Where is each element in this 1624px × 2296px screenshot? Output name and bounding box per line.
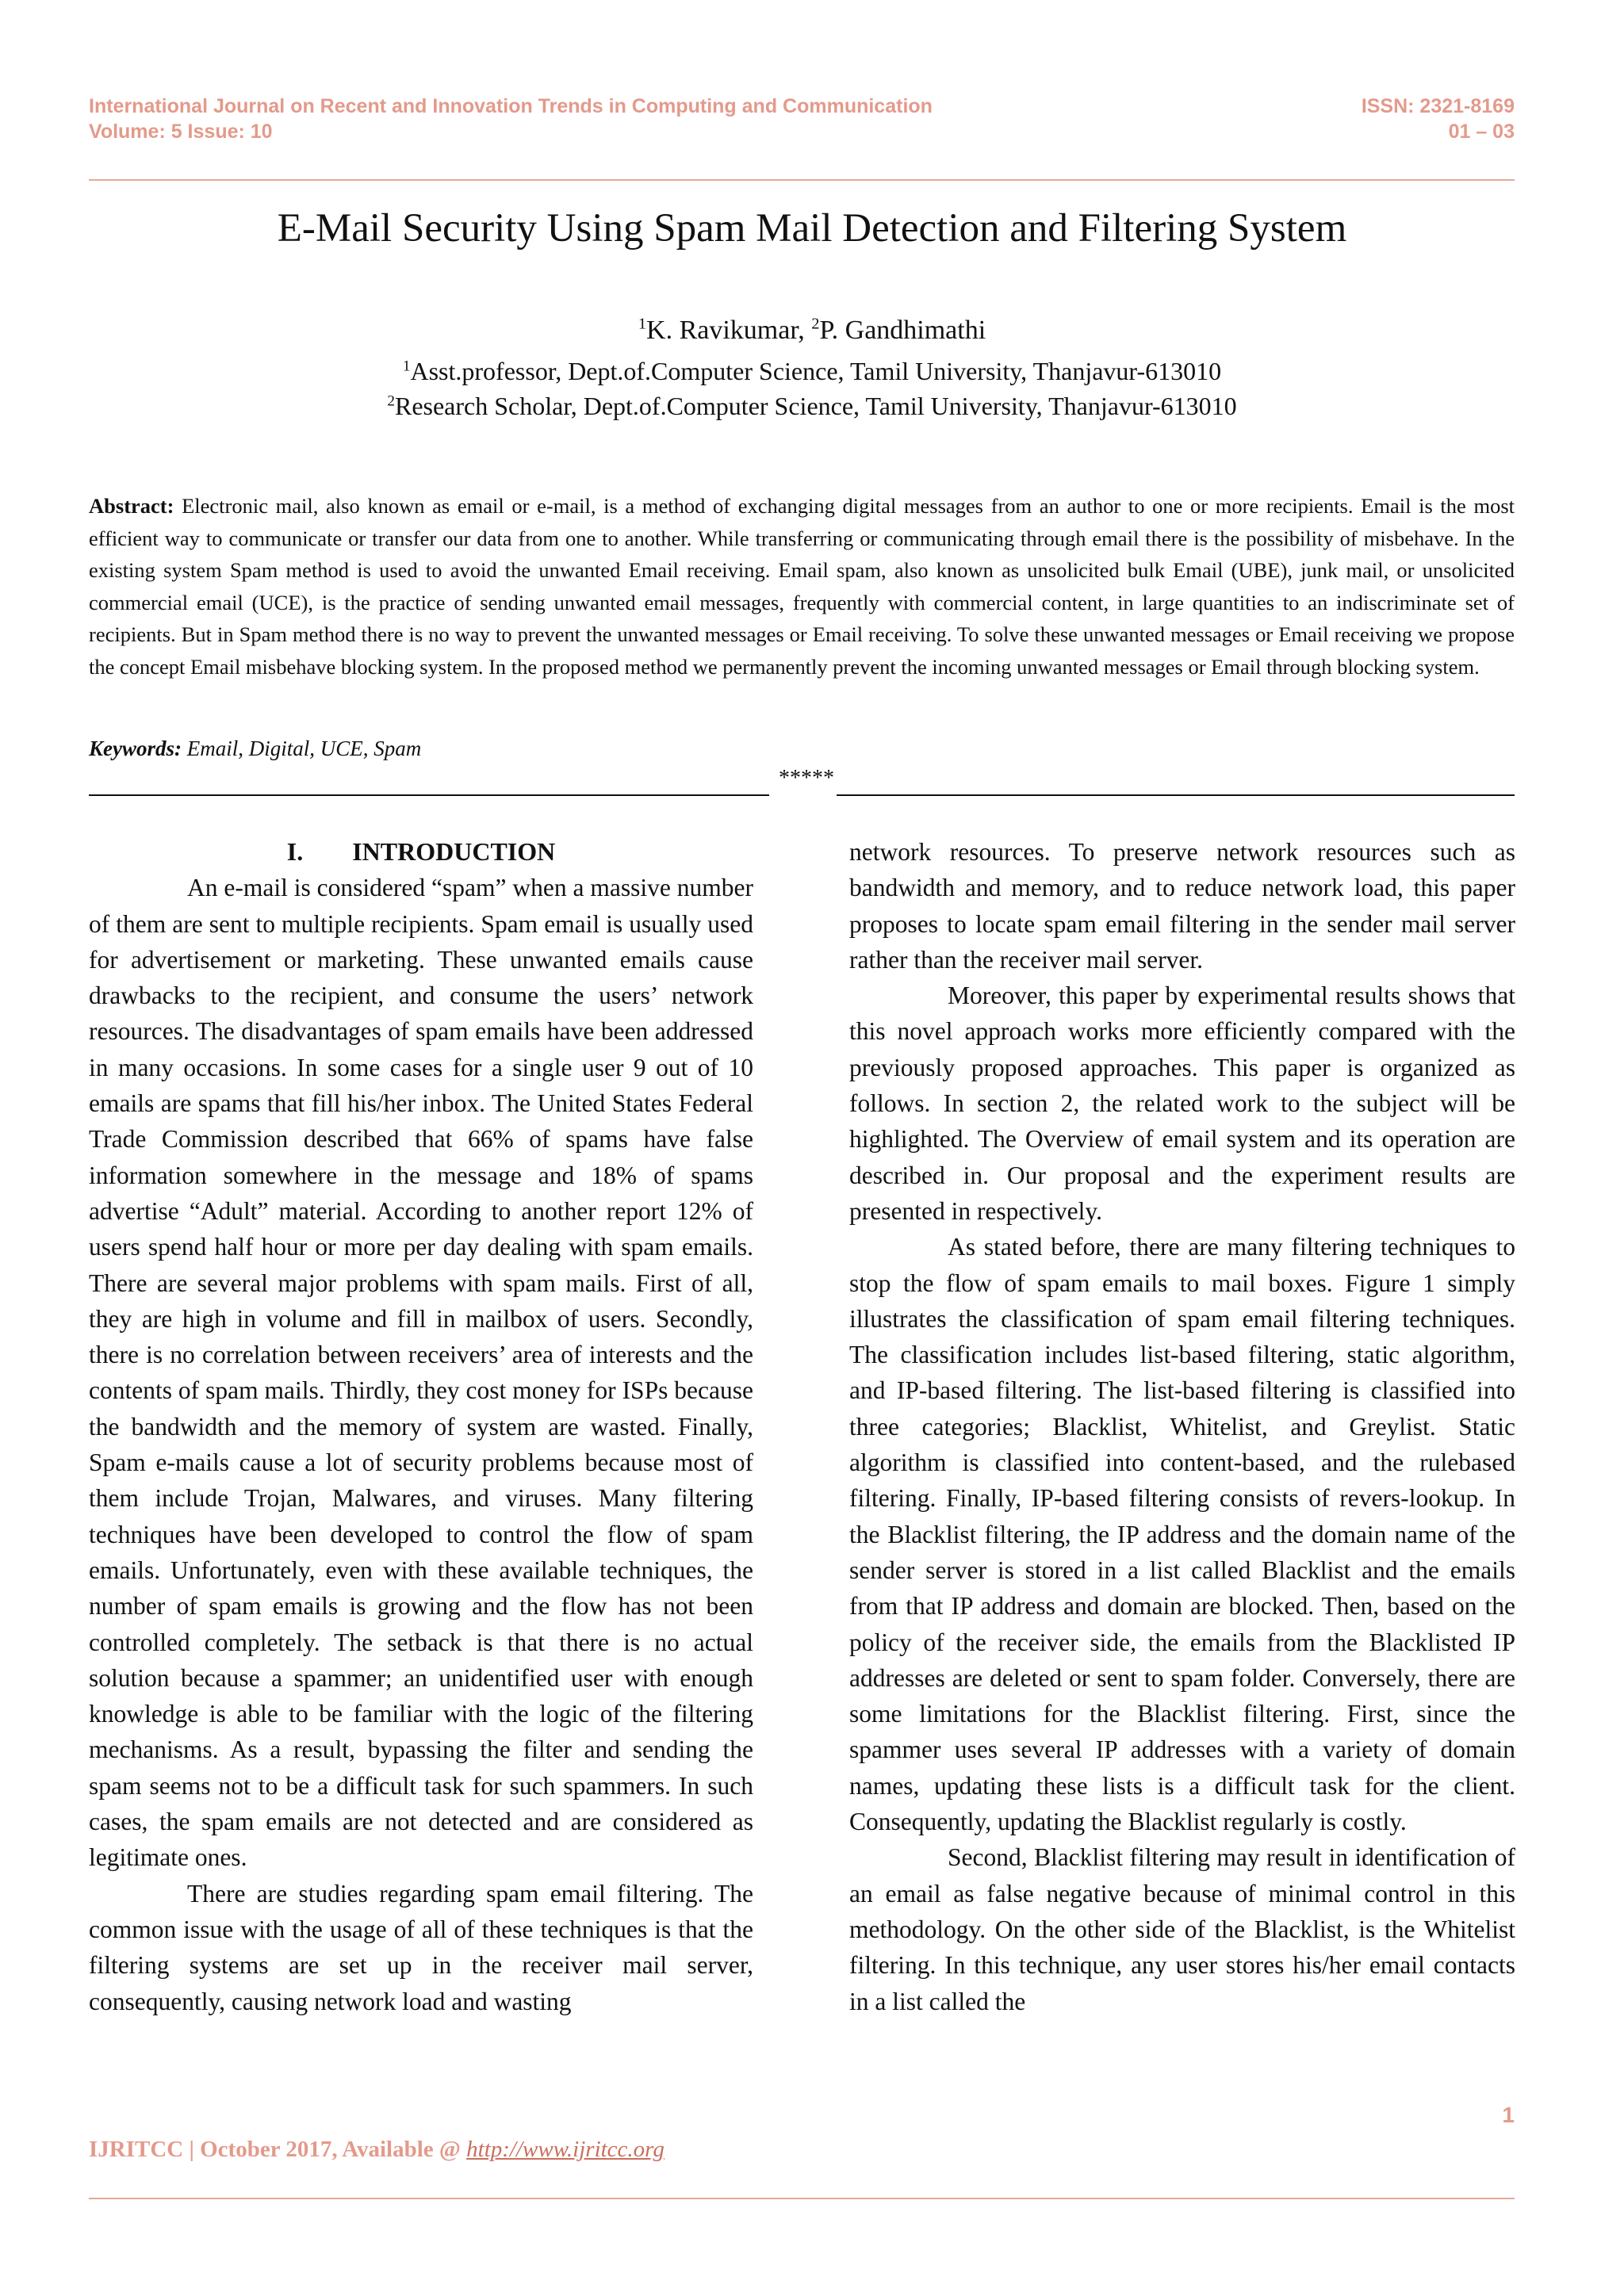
page-number: 1: [1502, 2103, 1515, 2127]
author-1-sup: 1: [638, 315, 647, 333]
header-rule: [89, 179, 1515, 181]
abstract-text: Electronic mail, also known as email or e-mail, is a method of exchanging digital messages from an author to one or more recipients. Email is the most efficient way to communicate or transfer our data from one to another. While transferring or communicating through email there is the possibility of misbehave. In the existing system Spam method is used to avoid the unwanted Email receiving. Email spam, also known as unsolicited bulk Email (UBE), junk mail, or unsolicited commercial email (UCE), is the practice of sending unwanted email messages, frequently with commercial content, in large quantities to an indiscriminate set of recipients. But in Spam method there is no way to prevent the unwanted messages or Email receiving. To solve these unwanted messages or Email receiving we propose the concept Email misbehave blocking system. In the proposed method we permanently prevent the incoming unwanted messages or Email through blocking system.: [89, 494, 1515, 679]
footer: [89, 2137, 665, 2163]
abstract-label: Abstract:: [89, 494, 174, 518]
author-1-name: K. Ravikumar,: [646, 316, 812, 345]
affiliation-1-text: Asst.professor, Dept.of.Computer Science, Tamil University, Thanjavur-613010: [410, 357, 1222, 385]
separator-stars: *****: [779, 766, 834, 790]
keywords-text: Email, Digital, UCE, Spam: [182, 737, 422, 760]
affiliation-1-sup: 1: [402, 358, 411, 375]
right-column: [849, 834, 1515, 2019]
keywords-label: Keywords:: [89, 737, 182, 760]
paragraph: network resources. To preserve network resources such as bandwidth and memory, and to reduce network load, this paper proposes to locate spam email filtering in the sender mail server rather than the receiver mail server.: [849, 838, 1515, 974]
journal-website-link[interactable]: http://www.ijritcc.org: [466, 2137, 665, 2162]
running-header: [89, 94, 1515, 144]
footer-text: IJRITCC | October 2017, Available @: [89, 2137, 467, 2162]
affiliation-2: [0, 390, 1624, 422]
paragraph: Second, Blacklist filtering may result in identification of an email as false negative because of minimal control in this methodology. On the other side of the Blacklist, is the Whitelist filtering. In this technique, any user stores his/her email contacts in a list called the: [849, 1843, 1515, 2015]
affiliation-2-text: Research Scholar, Dept.of.Computer Science, Tamil University, Thanjavur-613010: [394, 392, 1237, 420]
paper-title: E-Mail Security Using Spam Mail Detection and Filtering System: [277, 206, 1347, 251]
separator-line-left: [89, 794, 769, 796]
author-line: [0, 313, 1624, 348]
section-title: INTRODUCTION: [352, 837, 556, 866]
paragraph: There are studies regarding spam email filtering. The common issue with the usage of all of these techniques is that the filtering systems are set up in the receiver mail server, consequently, causing network load and wasting: [89, 1879, 753, 2015]
separator-line-right: [837, 794, 1515, 796]
journal-name: International Journal on Recent and Innovation Trends in Computing and Communication: [89, 95, 933, 117]
section-number: I.: [286, 837, 304, 866]
page-range: 01 – 03: [1448, 121, 1515, 143]
author-2-sup: 2: [811, 315, 820, 333]
left-column: [89, 834, 753, 2019]
affiliation-1: [0, 355, 1624, 387]
section-separator: [89, 755, 1515, 802]
footer-rule: [89, 2198, 1515, 2199]
paragraph: Moreover, this paper by experimental results shows that this novel approach works more efficiently compared with the previously proposed approaches. This paper is organized as follows. In section 2, the related work to the subject will be highlighted. The Overview of email system and its operation are described in. Our proposal and the experiment results are presented in respectively.: [849, 982, 1515, 1225]
paragraph: An e-mail is considered “spam” when a massive number of them are sent to multiple recipients. Spam email is usually used for advertisement or marketing. These unwanted emails cause drawbacks to the recipient, and consume the users’ network resources. The disadvantages of spam emails have been addressed in many occasions. In some cases for a single user 9 out of 10 emails are spams that fill his/her inbox. The United States Federal Trade Commission described that 66% of spams have false information somewhere in the message and 18% of spams advertise “Adult” material. According to another report 12% of users spend half hour or more per day dealing with spam emails. There are several major problems with spam mails. First of all, they are high in volume and fill in mailbox of users. Secondly, there is no correlation between receivers’ area of interests and the contents of spam mails. Thirdly, they cost money for ISPs because the bandwidth and the memory of system are wasted. Finally, Spam e-mails cause a lot of security problems because most of them include Trojan, Malwares, and viruses. Many filtering techniques have been developed to control the flow of spam emails. Unfortunately, even with these available techniques, the number of spam emails is growing and the flow has not been controlled completely. The setback is that there is no actual solution because a spammer; an unidentified user with enough knowledge is able to be familiar with the logic of the filtering mechanisms. As a result, bypassing the filter and sending the spam seems not to be a difficult task for such spammers. In such cases, the spam emails are not detected and are considered as legitimate ones.: [89, 874, 753, 1872]
section-heading-introduction: [89, 834, 753, 870]
abstract: [89, 490, 1515, 683]
volume-issue: Volume: 5 Issue: 10: [89, 121, 273, 143]
issn: ISSN: 2321-8169: [1361, 95, 1515, 117]
affiliation-2-sup: 2: [387, 392, 395, 410]
author-2-name: P. Gandhimathi: [819, 316, 986, 345]
paragraph: As stated before, there are many filtering techniques to stop the flow of spam emails to mail boxes. Figure 1 simply illustrates the classification of spam email filtering techniques. The classification includes list-based filtering, static algorithm, and IP-based filtering. The list-based filtering is classified into three categories; Blacklist, Whitelist, and Greylist. Static algorithm is classified into content-based, and the rulebased filtering. Finally, IP-based filtering consists of revers-lookup. In the Blacklist filtering, the IP address and the domain name of the sender server is stored in a list called Blacklist and the emails from that IP address and domain are blocked. Then, based on the policy of the receiver side, the emails from the Blacklisted IP addresses are deleted or sent to spam folder. Conversely, there are some limitations for the Blacklist filtering. First, since the spammer uses several IP addresses with a variety of domain names, updating these lists is a difficult task for the client. Consequently, updating the Blacklist regularly is costly.: [849, 1233, 1515, 1836]
